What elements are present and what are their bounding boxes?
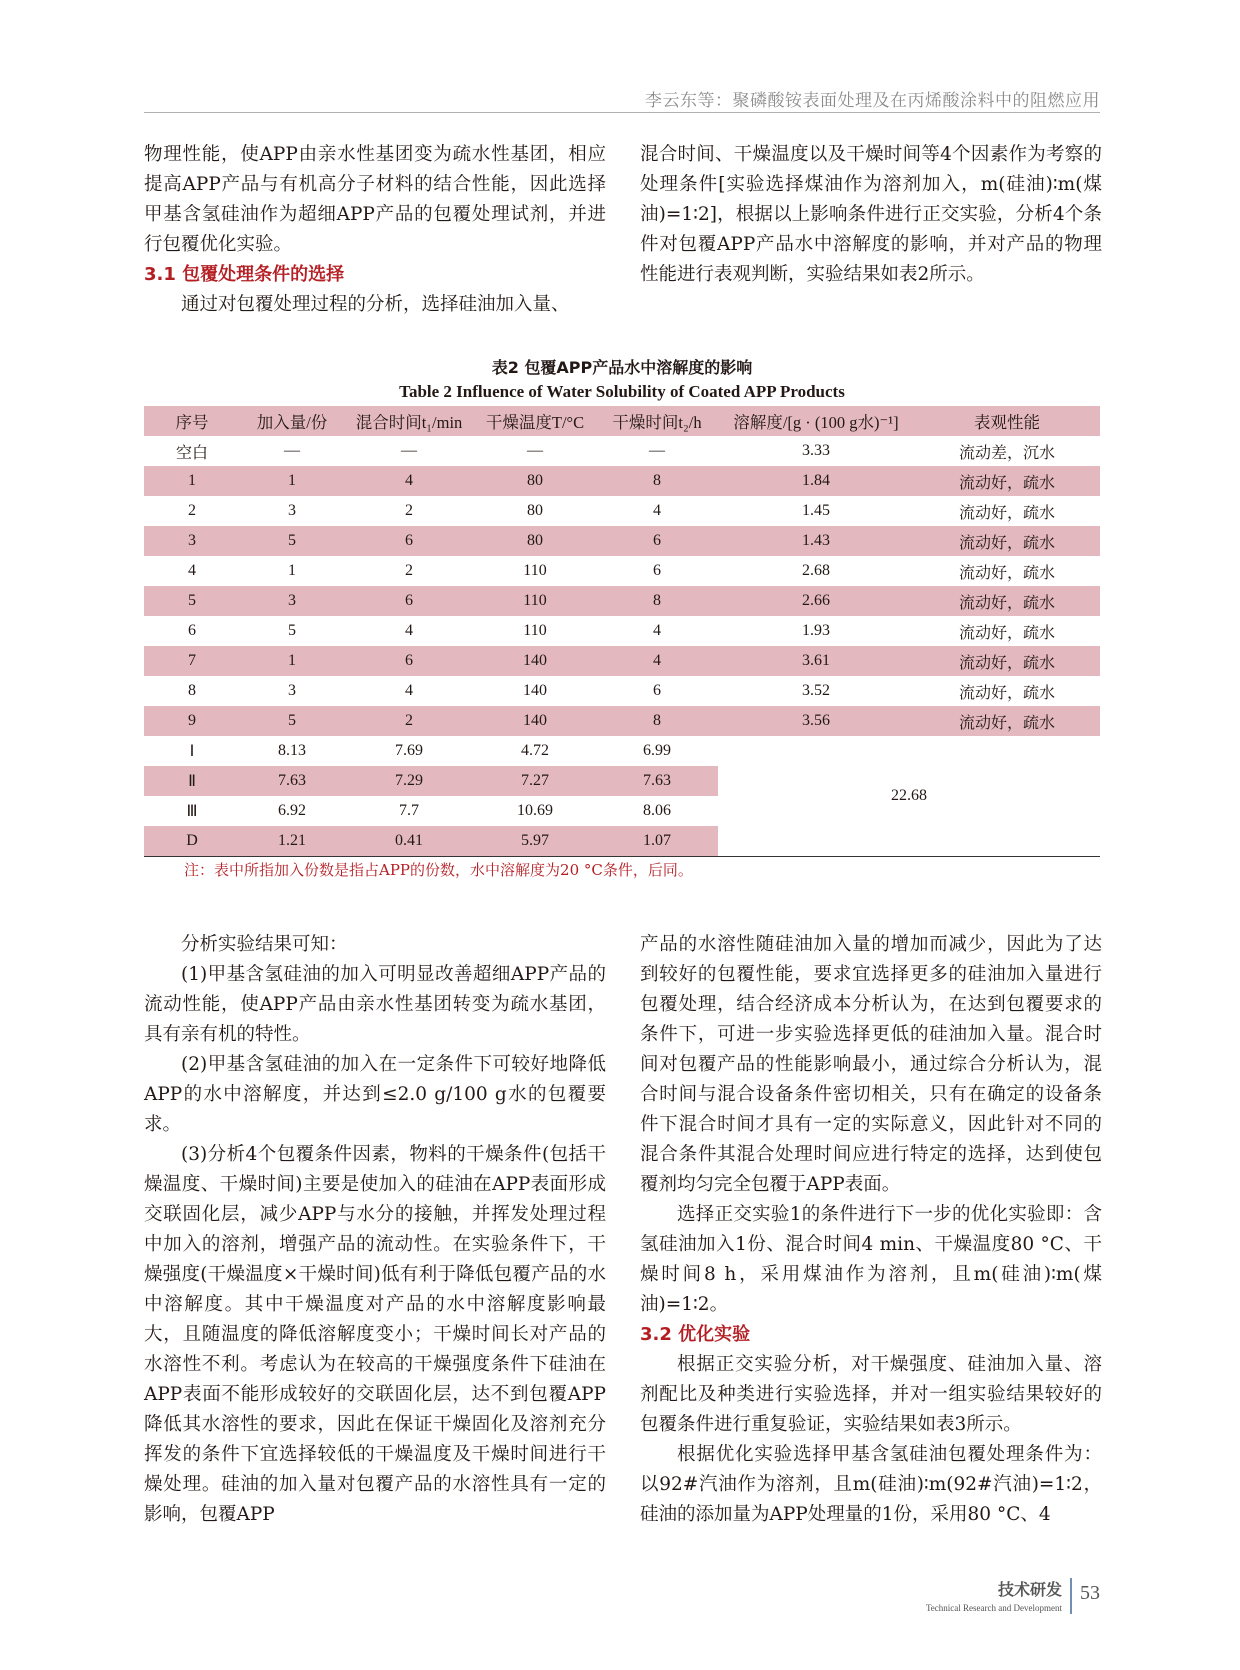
- table-2: [144, 356, 1100, 883]
- table-cell: 7: [144, 646, 240, 676]
- table-cell: —: [284, 442, 300, 459]
- footer-label: [926, 1578, 1072, 1614]
- table-cell: D: [144, 826, 240, 857]
- table-cell: —: [527, 442, 543, 459]
- column-header: 干燥温度T/°C: [474, 406, 596, 436]
- table-cell: 6: [653, 562, 661, 579]
- table-row: [144, 586, 1100, 616]
- footer-label-en: Technical Research and Development: [925, 1603, 1062, 1613]
- table-cell: 6: [344, 526, 474, 556]
- column-top-right: [640, 140, 1102, 290]
- table-cell: 80: [474, 466, 596, 496]
- paragraph: (2)甲基含氢硅油的加入在一定条件下可较好地降低APP的水中溶解度，并达到≤2.0 g/100 g水的包覆要求。: [144, 1054, 606, 1135]
- header-rule: [144, 112, 1100, 113]
- paragraph: 选择正交实验1的条件进行下一步的优化实验即：含氢硅油加入1份、混合时间4 min、干燥温度80 °C、干燥时间8 h，采用煤油作为溶剂，且m(硅油)∶m(煤油)=1∶2。: [640, 1204, 1102, 1315]
- table-cell: 5: [288, 622, 296, 639]
- table-cell: Ⅰ: [189, 743, 195, 760]
- table-cell: 6: [344, 586, 474, 616]
- table-cell: 80: [474, 526, 596, 556]
- table-cell: —: [649, 442, 665, 459]
- table-cell: 7.63: [596, 766, 718, 796]
- column-top-left: [144, 140, 606, 320]
- paragraph: 产品的水溶性随硅油加入量的增加而减少，因此为了达到较好的包覆性能，要求宜选择更多的硅油加入量进行包覆处理，结合经济成本分析认为，在达到包覆要求的条件下，可进一步实验选择更低的硅油加入量。混合时间对包覆产品的性能影响最小，通过综合分析认为，混合时间与混合设备条件密切相关，只有在确定的设备条件下混合时间才具有一定的实际意义，因此针对不同的混合条件其混合处理时间应进行特定的选择，达到使包覆剂均匀完全包覆于APP表面。: [640, 934, 1102, 1195]
- column-header: 加入量/份: [240, 406, 344, 436]
- data-table: [144, 406, 1100, 857]
- table-cell: 1.93: [802, 622, 830, 639]
- table-cell: 9: [144, 706, 240, 736]
- table-cell: 4: [188, 562, 196, 579]
- table-row: [144, 646, 1100, 676]
- table-cell: 1: [288, 562, 296, 579]
- table-cell: 流动好，疏水: [958, 624, 1055, 642]
- table-cell: 2: [405, 502, 413, 519]
- table-cell: Ⅱ: [144, 766, 240, 796]
- table-cell: 2: [188, 502, 196, 519]
- table-cell: 2: [405, 562, 413, 579]
- table-row: [144, 496, 1100, 526]
- page-number: 53: [1080, 1582, 1100, 1604]
- column-bottom-right: [640, 930, 1102, 1530]
- table-row: [144, 676, 1100, 706]
- table-cell: 2.66: [718, 586, 914, 616]
- table-cell: 1.07: [596, 826, 718, 857]
- table-cell: —: [401, 442, 417, 459]
- table-merged-cell: 22.68: [718, 736, 1100, 857]
- table-cell: 2: [344, 706, 474, 736]
- table-row: [144, 706, 1100, 736]
- table-cell: 3.52: [802, 682, 830, 699]
- footer-label-cn: 技术研发: [997, 1580, 1062, 1599]
- table-cell: 4: [653, 502, 661, 519]
- table-cell: 110: [523, 562, 547, 579]
- table-cell: 4.72: [521, 742, 549, 759]
- column-header: 干燥时间t₂/h: [596, 406, 718, 436]
- table-row: [144, 526, 1100, 556]
- paragraph: 根据优化实验选择甲基含氢硅油包覆处理条件为：以92#汽油作为溶剂，且m(硅油)∶m(92#汽油)=1∶2，硅油的添加量为APP处理量的1份，采用80 °C、4: [640, 1444, 1102, 1525]
- table-cell: 3: [144, 526, 240, 556]
- table-cell: 1: [240, 466, 344, 496]
- table-cell: 3.33: [802, 442, 830, 459]
- table-cell: 4: [405, 622, 413, 639]
- paragraph: 通过对包覆处理过程的分析，选择硅油加入量、: [181, 294, 570, 315]
- table-cell: 流动好，疏水: [958, 684, 1055, 702]
- table-cell: 8: [596, 706, 718, 736]
- table-cell: 6: [344, 646, 474, 676]
- table-cell: 10.69: [517, 802, 553, 819]
- table-cell: 8: [188, 682, 196, 699]
- table-cell: 流动好，疏水: [914, 706, 1100, 736]
- table-cell: 1: [240, 646, 344, 676]
- column-header: 混合时间t₁/min: [344, 406, 474, 436]
- table-cell: 3: [288, 682, 296, 699]
- table-cell: 1: [144, 466, 240, 496]
- table-row: [144, 616, 1100, 646]
- paragraph: 混合时间、干燥温度以及干燥时间等4个因素作为考察的处理条件[实验选择煤油作为溶剂加入，m(硅油)∶m(煤油)=1∶2]，根据以上影响条件进行正交实验，分析4个条件对包覆APP产品水中溶解度的影响，并对产品的物理性能进行表观判断，实验结果如表2所示。: [640, 144, 1102, 285]
- table-cell: 流动好，疏水: [914, 526, 1100, 556]
- table-cell: 6: [596, 526, 718, 556]
- paragraph: 根据正交实验分析，对干燥强度、硅油加入量、溶剂配比及种类进行实验选择，并对一组实验结果较好的包覆条件进行重复验证，实验结果如表3所示。: [640, 1354, 1102, 1435]
- table-cell: 8: [596, 466, 718, 496]
- table-cell: 7.69: [395, 742, 423, 759]
- column-header: 表观性能: [914, 406, 1100, 436]
- section-heading-3-2: 3.2 优化实验: [640, 1324, 751, 1345]
- table-cell: 流动好，疏水: [958, 564, 1055, 582]
- table-cell: 6: [653, 682, 661, 699]
- table-cell: 4: [405, 682, 413, 699]
- paragraph: 物理性能，使APP由亲水性基团变为疏水性基团，相应提高APP产品与有机高分子材料的结合性能，因此选择甲基含氢硅油作为超细APP产品的包覆处理试剂，并进行包覆优化实验。: [144, 144, 606, 255]
- table-cell: 流动好，疏水: [914, 646, 1100, 676]
- table-cell: 8: [596, 586, 718, 616]
- paragraph: (1)甲基含氢硅油的加入可明显改善超细APP产品的流动性能，使APP产品由亲水性基团转变为疏水基团，具有亲有机的特性。: [144, 964, 606, 1045]
- table-cell: 空白: [175, 444, 208, 462]
- column-header: 序号: [144, 406, 240, 436]
- table-cell: 7.29: [344, 766, 474, 796]
- table-cell: 流动好，疏水: [914, 586, 1100, 616]
- table-cell: 流动好，疏水: [914, 466, 1100, 496]
- table-cell: 5.97: [474, 826, 596, 857]
- table-cell: 1.43: [718, 526, 914, 556]
- table-cell: 7.7: [399, 802, 419, 819]
- table-caption-en: Table 2 Influence of Water Solubility of Coated APP Products: [399, 382, 845, 401]
- table-cell: 1.45: [802, 502, 830, 519]
- table-cell: 2.68: [802, 562, 830, 579]
- table-cell: 140: [474, 706, 596, 736]
- paragraph: (3)分析4个包覆条件因素，物料的干燥条件(包括干燥温度、干燥时间)主要是使加入的硅油在APP表面形成交联固化层，减少APP与水分的接触，并挥发处理过程中加入的溶剂，增强产品的流动性。在实验条件下，干燥强度(干燥温度×干燥时间)低有利于降低包覆产品的水中溶解度。其中干燥温度对产品的水中溶解度影响最大，且随温度的降低溶解度变小；干燥时间长对产品的水溶性不利。考虑认为在较高的干燥强度条件下硅油在APP表面不能形成较好的交联固化层，达不到包覆APP降低其水溶性的要求，因此在保证干燥固化及溶剂充分挥发的条件下宜选择较低的干燥温度及干燥时间进行干燥处理。硅油的加入量对包覆产品的水溶性具有一定的影响，包覆APP: [144, 1144, 606, 1525]
- table-caption-cn: 表2 包覆APP产品水中溶解度的影响: [491, 358, 753, 377]
- table-cell: 8.06: [643, 802, 671, 819]
- table-cell: 6.99: [643, 742, 671, 759]
- table-cell: 5: [144, 586, 240, 616]
- table-cell: 流动差，沉水: [958, 444, 1055, 462]
- section-heading-3-1: 3.1 包覆处理条件的选择: [144, 264, 345, 285]
- table-header-row: [144, 406, 1100, 436]
- table-row: [144, 556, 1100, 586]
- table-row: [144, 466, 1100, 496]
- table-cell: 3.56: [718, 706, 914, 736]
- table-cell: 8.13: [278, 742, 306, 759]
- table-cell: 3: [240, 586, 344, 616]
- table-cell: 0.41: [344, 826, 474, 857]
- table-cell: 6: [188, 622, 196, 639]
- table-stat-row: [144, 736, 1100, 766]
- table-cell: 7.63: [240, 766, 344, 796]
- table-cell: 4: [596, 646, 718, 676]
- table-cell: 7.27: [474, 766, 596, 796]
- table-cell: 140: [523, 682, 547, 699]
- table-cell: 140: [474, 646, 596, 676]
- column-bottom-left: [144, 930, 606, 1530]
- page-footer: [926, 1578, 1100, 1628]
- table-row: [144, 436, 1100, 466]
- table-cell: 流动好，疏水: [958, 504, 1055, 522]
- table-cell: 80: [527, 502, 543, 519]
- running-head: 李云东等：聚磷酸铵表面处理及在丙烯酸涂料中的阻燃应用: [645, 91, 1100, 111]
- table-note: 注：表中所指加入份数是指占APP的份数，水中溶解度为20 °C条件，后同。: [184, 861, 693, 879]
- table-cell: 3: [288, 502, 296, 519]
- table-cell: 6.92: [278, 802, 306, 819]
- table-cell: Ⅲ: [186, 803, 198, 820]
- table-cell: 110: [474, 586, 596, 616]
- table-cell: 1.21: [240, 826, 344, 857]
- paragraph: 分析实验结果可知：: [181, 934, 348, 955]
- table-cell: 4: [344, 466, 474, 496]
- table-cell: 1.84: [718, 466, 914, 496]
- table-cell: 4: [653, 622, 661, 639]
- table-cell: 5: [240, 706, 344, 736]
- table-cell: 3.61: [718, 646, 914, 676]
- column-header: 溶解度/[g · (100 g水)⁻¹]: [718, 406, 914, 436]
- table-cell: 5: [240, 526, 344, 556]
- table-cell: 110: [523, 622, 547, 639]
